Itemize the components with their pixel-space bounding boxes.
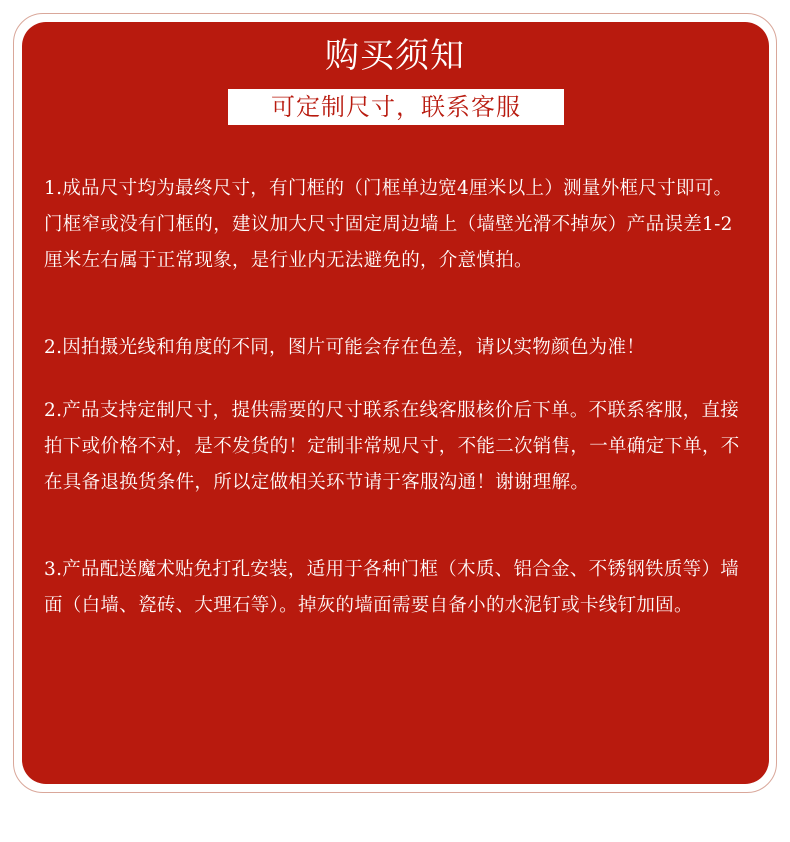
page-title: 购买须知: [325, 36, 465, 76]
notice-item-size: 1.成品尺寸均为最终尺寸，有门框的（门框单边宽4厘米以上）测量外框尺寸即可。门框窄或没有门框的，建议加大尺寸固定周边墙上（墙壁光滑不掉灰）产品误差1-2厘米左右属于正常现象，是行业内无法避免的，介意慎拍。: [44, 178, 733, 271]
notice-item-color: 2.因拍摄光线和角度的不同，图片可能会存在色差，请以实物颜色为准！: [44, 337, 646, 358]
notice-item-custom: 2.产品支持定制尺寸，提供需要的尺寸联系在线客服核价后下单。不联系客服，直接拍下或价格不对，是不发货的！定制非常规尺寸，不能二次销售，一单确定下单，不在具备退换货条件，所以定做相关环节请于客服沟通！谢谢理解。: [44, 400, 740, 493]
notice-content: [44, 171, 750, 624]
custom-size-banner: 可定制尺寸，联系客服: [228, 89, 564, 125]
notice-item-install: 3.产品配送魔术贴免打孔安装，适用于各种门框（木质、铝合金、不锈钢铁质等）墙面（白墙、瓷砖、大理石等）。掉灰的墙面需要自备小的水泥钉或卡线钉加固。: [44, 559, 740, 616]
